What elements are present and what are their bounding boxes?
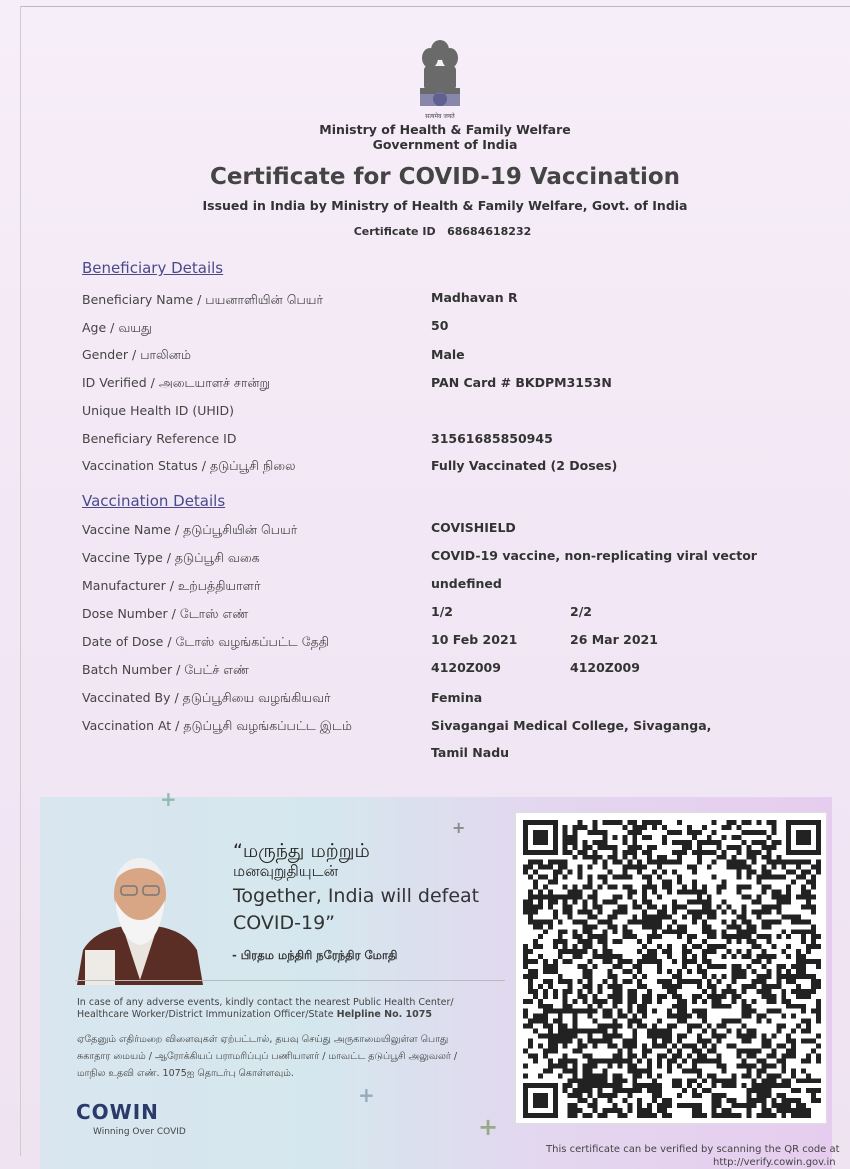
vaccination-row xyxy=(82,718,782,738)
national-emblem-icon xyxy=(412,36,468,122)
helpline-tamil xyxy=(77,1031,497,1082)
id-verified-value: PAN Card # BKDPM3153N xyxy=(431,375,612,390)
beneficiary-name-label: Beneficiary Name / பயனாளியின் பெயர் xyxy=(82,292,323,307)
vaccination-row xyxy=(82,606,782,626)
cowin-logo: COWIN xyxy=(76,1100,159,1124)
quote-english-line1: Together, India will defeat xyxy=(233,885,480,907)
vaccinated-by-label: Vaccinated By / தடுப்பூசியை வழங்கியவர் xyxy=(82,690,331,705)
plus-decor-icon: + xyxy=(478,1113,499,1141)
quote-tamil-line2: மனவுறுதியுடன் xyxy=(233,862,339,880)
vaccination-row xyxy=(82,634,782,654)
vaccination-at-label: Vaccination At / தடுப்பூசி வழங்கப்பட்ட இடம் xyxy=(82,718,352,733)
top-border xyxy=(20,6,850,7)
helpline-english xyxy=(77,997,497,1021)
certificate-title: Certificate for COVID-19 Vaccination xyxy=(209,164,681,190)
helpline-english-line2 xyxy=(77,1009,497,1021)
helpline-tamil-line3: மாநில உதவி எண். 1075ஐ தொடர்பு கொள்ளவும். xyxy=(77,1068,294,1079)
date-of-dose-value-2: 26 Mar 2021 xyxy=(570,632,658,647)
prime-minister-portrait-icon xyxy=(75,850,205,985)
vaccination-at-value: Sivagangai Medical College, Sivaganga, xyxy=(431,718,712,733)
vaccine-type-label: Vaccine Type / தடுப்பூசி வகை xyxy=(82,550,260,565)
manufacturer-value: undefined xyxy=(431,576,502,591)
dose-number-value-1: 1/2 xyxy=(431,604,453,619)
vaccination-details-heading: Vaccination Details xyxy=(82,492,226,510)
dose-number-label: Dose Number / டோஸ் எண் xyxy=(82,606,249,621)
batch-number-value-2: 4120Z009 xyxy=(570,660,640,675)
date-of-dose-label: Date of Dose / டோஸ் வழங்கப்பட்ட தேதி xyxy=(82,634,329,649)
helpline-number: Helpline No. 1075 xyxy=(336,1009,432,1020)
helpline-tamil-line1: ஏதேனும் எதிர்மறை விளைவுகள் ஏற்பட்டால், தயவு செய்து அருகாமையிலுள்ள பொது xyxy=(77,1034,449,1045)
uhid-label: Unique Health ID (UHID) xyxy=(82,403,234,418)
vaccination-row xyxy=(82,662,782,682)
qr-code-icon xyxy=(522,820,822,1118)
beneficiary-row xyxy=(82,375,782,395)
certificate-id xyxy=(0,225,850,238)
vaccination-status-value: Fully Vaccinated (2 Doses) xyxy=(431,458,618,473)
vaccination-status-label: Vaccination Status / தடுப்பூசி நிலை xyxy=(82,458,296,473)
government-name: Government of India xyxy=(372,137,518,152)
certificate-id-value: 68684618232 xyxy=(447,225,532,238)
vaccine-name-label: Vaccine Name / தடுப்பூசியின் பெயர் xyxy=(82,522,298,537)
quote-tamil-line1: “மருந்து மற்றும் xyxy=(233,840,370,862)
gender-value: Male xyxy=(431,347,465,362)
reference-id-value: 31561685850945 xyxy=(431,431,553,446)
reference-id-label: Beneficiary Reference ID xyxy=(82,431,237,446)
id-verified-label: ID Verified / அடையாளச் சான்று xyxy=(82,375,270,390)
verify-url: http://verify.cowin.gov.in xyxy=(713,1157,836,1168)
emblem-caption: सत्यमेव जयते xyxy=(425,113,455,120)
batch-number-value-1: 4120Z009 xyxy=(431,660,501,675)
vaccine-type-value: COVID-19 vaccine, non-replicating viral vector xyxy=(431,548,757,563)
age-value: 50 xyxy=(431,318,449,333)
banner-divider xyxy=(75,980,505,981)
vaccination-row xyxy=(82,690,782,710)
plus-decor-icon: + xyxy=(160,787,177,811)
cowin-tagline: Winning Over COVID xyxy=(93,1127,186,1137)
plus-decor-icon: + xyxy=(358,1083,375,1107)
batch-number-label: Batch Number / பேட்ச் எண் xyxy=(82,662,249,677)
vaccination-row xyxy=(82,578,782,598)
beneficiary-details-heading: Beneficiary Details xyxy=(82,259,224,277)
beneficiary-row xyxy=(82,292,782,312)
date-of-dose-value-1: 10 Feb 2021 xyxy=(431,632,518,647)
helpline-tamil-line2: சுகாதார மையம் / ஆரோக்கியப் பராமரிப்புப் பணியாளர் / மாவட்ட தடுப்பூசி அலுவலர் / xyxy=(77,1051,458,1062)
beneficiary-row xyxy=(82,403,782,423)
ministry-name: Ministry of Health & Family Welfare xyxy=(319,122,571,137)
beneficiary-row xyxy=(82,458,782,478)
helpline-english-line2-text: Healthcare Worker/District Immunization Officer/State xyxy=(77,1009,337,1020)
vaccine-name-value: COVISHIELD xyxy=(431,520,516,535)
gender-label: Gender / பாலினம் xyxy=(82,347,191,362)
vaccinated-by-value: Femina xyxy=(431,690,483,705)
verify-text-line1: This certificate can be verified by scanning the QR code at xyxy=(546,1144,840,1155)
helpline-english-line1: In case of any adverse events, kindly contact the nearest Public Health Center/ xyxy=(77,997,454,1008)
age-label: Age / வயது xyxy=(82,320,152,335)
beneficiary-row xyxy=(82,320,782,340)
plus-decor-icon: + xyxy=(452,818,466,837)
quote-english-line2: COVID-19” xyxy=(233,912,335,934)
vaccination-row xyxy=(82,745,782,765)
dose-number-value-2: 2/2 xyxy=(570,604,592,619)
quote-attribution: - பிரதம மந்திரி நரேந்திர மோதி xyxy=(232,948,398,962)
issued-by: Issued in India by Ministry of Health & Family Welfare, Govt. of India xyxy=(202,198,688,213)
beneficiary-row xyxy=(82,431,782,451)
beneficiary-name-value: Madhavan R xyxy=(431,290,518,305)
vaccination-at-value-cont: Tamil Nadu xyxy=(431,745,510,760)
vaccination-row xyxy=(82,550,782,570)
certificate-id-label: Certificate ID xyxy=(353,225,436,238)
beneficiary-row xyxy=(82,347,782,367)
vaccination-row xyxy=(82,522,782,542)
manufacturer-label: Manufacturer / உற்பத்தியாளர் xyxy=(82,578,261,593)
